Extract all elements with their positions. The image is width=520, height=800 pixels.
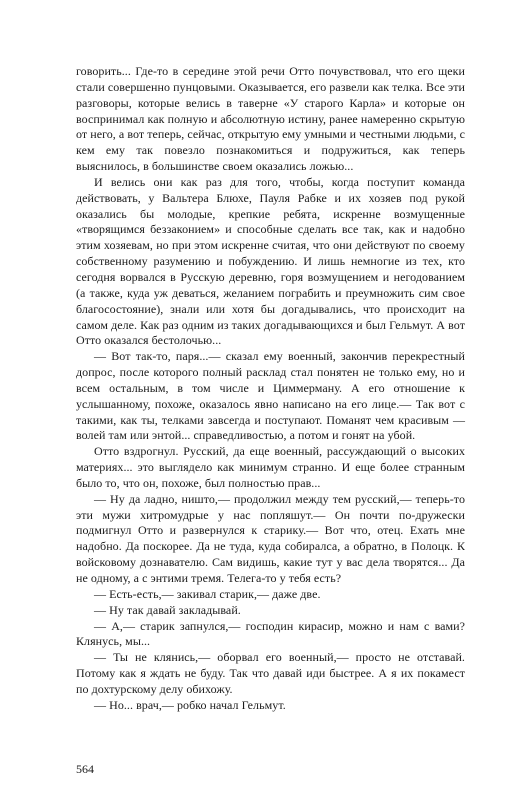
paragraph-8: — А,— старик запнулся,— господин кирасир, можно и нам с вами? Клянусь, мы... — [76, 618, 465, 649]
paragraph-4: Отто вздрогнул. Русский, да еще военный, рассуждающий о высоких материях... это выглядело как минимум странно. И еще более странным было то, что он, похоже, был полностью прав... — [76, 444, 465, 490]
page-body — [76, 64, 465, 744]
paragraph-7: — Ну так давай закладывай. — [94, 602, 241, 617]
paragraph-3: — Вот так-то, паря...— сказал ему военный, закончив перекрестный допрос, после которого полный расклад стал понятен не только ему, но и всем остальным, в том числе и Циммерману. А его отношение к услышанному, похоже, оказалось явно написано на его лице.— Так вот с такими, как ты, телками завсегда и поступают. Поманят чем красивым — волей там или энтой... справедливостью, а потом и гонят на убой. — [76, 349, 465, 443]
paragraph-5: — Ну да ладно, ништо,— продолжил между тем русский,— теперь-то эти мужи хитромудрые у нас попляшут.— Он почти по-дружески подмигнул Отто и развернулся к старику.— Вот что, отец. Ехать мне надобно. Да поскорее. Да не туда, куда собиралса, а обратно, в Полоцк. К войсковому дознавателю. Сам видишь, какие тут у вас дела творятся... Да не одному, а с энтими тремя. Телега-то у тебя есть? — [76, 491, 465, 585]
paragraph-9: — Ты не клянись,— оборвал его военный,— просто не отставай. Потому как я ждать не буду. Так что давай иди быстрее. А я их покамест по дохтурскому делу обихожу. — [76, 650, 465, 696]
paragraph-2: И велись они как раз для того, чтобы, когда поступит команда действовать, у Вальтера Блюхе, Пауля Рабке и их хозяев под рукой оказались бы молодые, крепкие ребята, искренне возмущенные «творящимся беззаконием» и способные сделать все так, как и надобно этим хозяевам, но при этом искренне считая, что они действуют по своему собственному разумению и побуждению. И лишь немногие из тех, кто сегодня ворвался в Русскую деревню, горя возмущением и негодованием (а также, куда уж деваться, желанием пограбить и преумножить сим свое благосостояние), знали или хотя бы догадывались, что происходит на самом деле. Как раз одним из таких догадывающихся и был Гельмут. А вот Отто оказался бестолочью... — [76, 174, 465, 348]
paragraph-10: — Но... врач,— робко начал Гельмут. — [94, 697, 286, 712]
paragraph-6: — Есть-есть,— закивал старик,— даже две. — [94, 586, 321, 601]
paragraph-1: говорить... Где-то в середине этой речи Отто почувствовал, что его щеки стали совершенно пунцовыми. Оказывается, его развели как телка. Все эти разговоры, которые велись в таверне «У старого Карла» и которые он воспринимал как полную и абсолютную истину, ранее намеренно скрытую от него, а вот теперь, сейчас, открытую ему умными и честными людьми, с кем ему так повезло познакомиться и подружиться, как теперь выяснилось, в большинстве своем оказались ложью... — [76, 64, 466, 174]
page-number: 564 — [76, 762, 94, 776]
